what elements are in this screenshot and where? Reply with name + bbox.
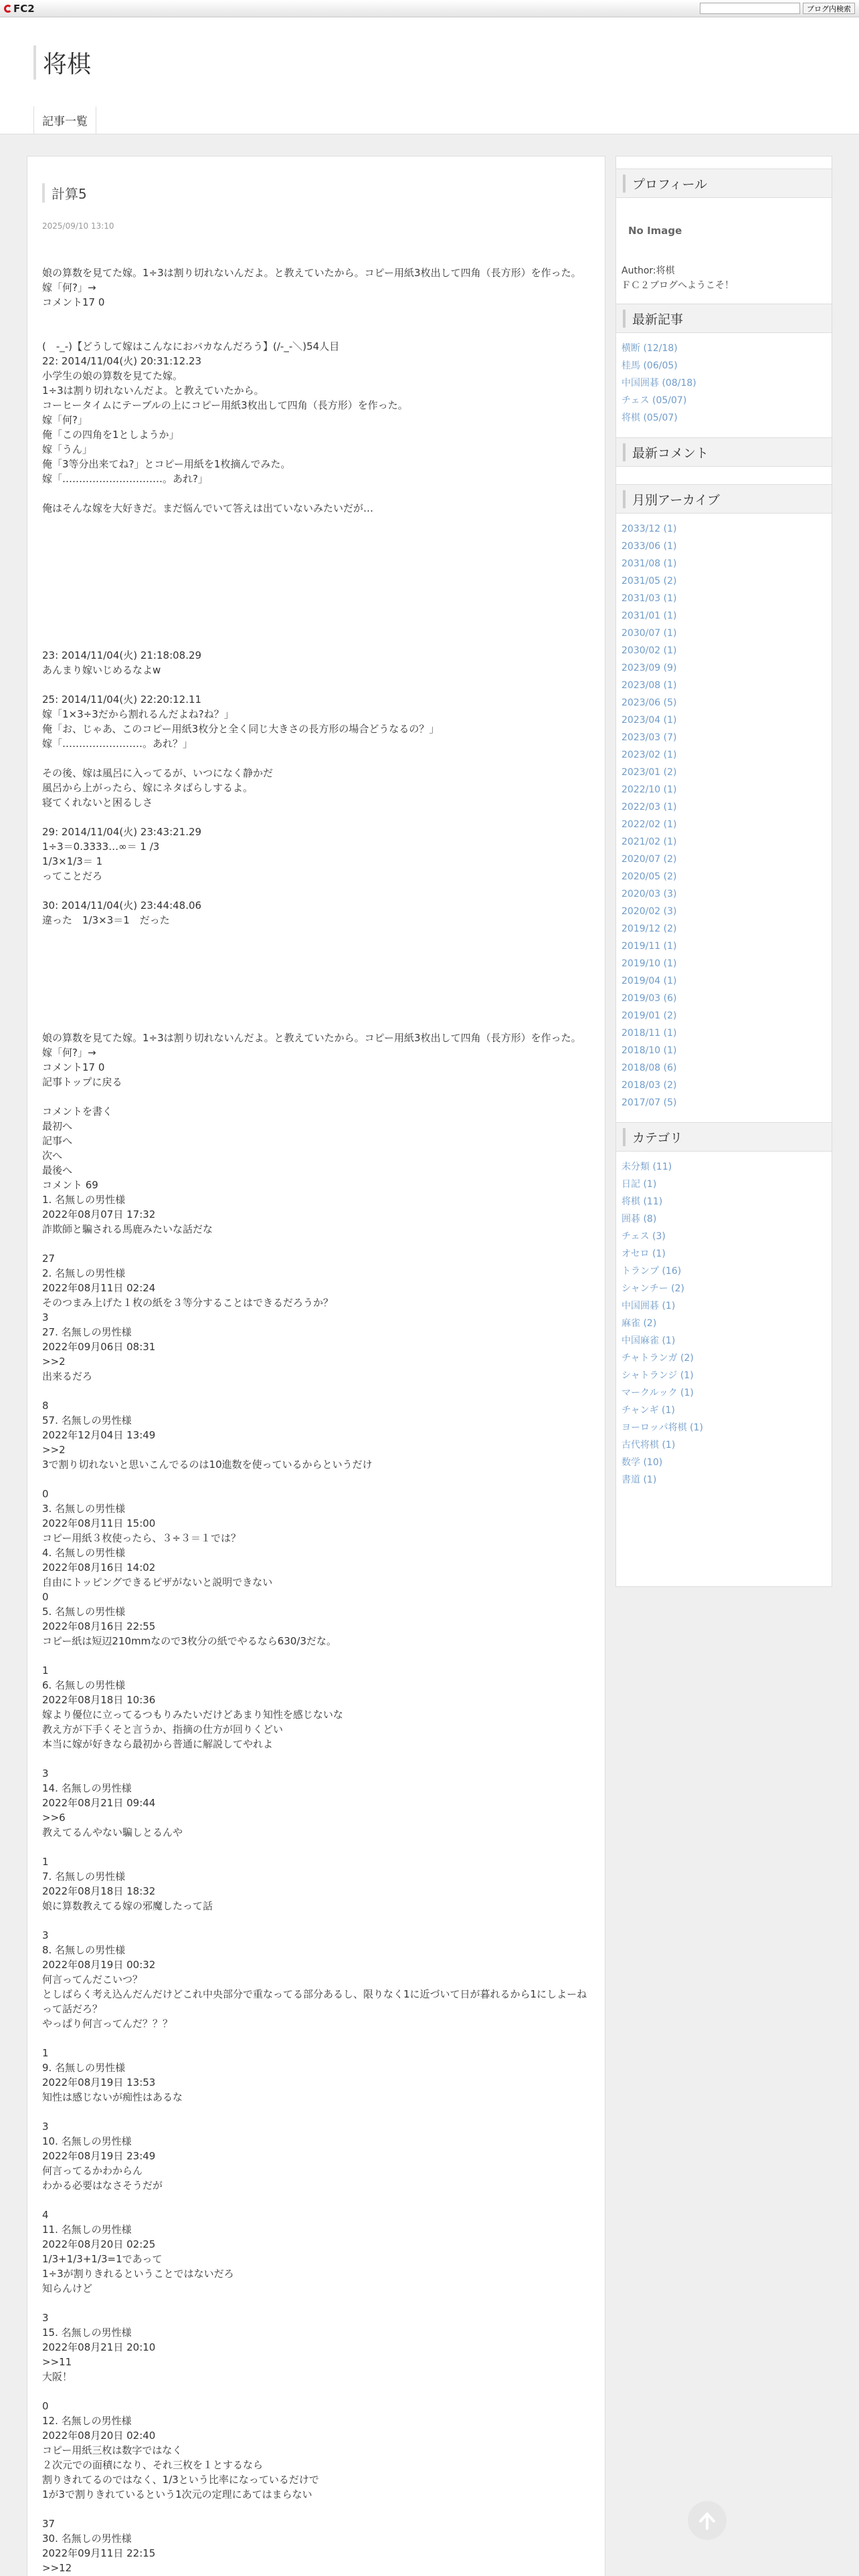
entry-line: >>2	[42, 1356, 66, 1368]
entry-line: 次へ	[42, 1150, 63, 1162]
entry-line: 嫁「1×3÷3だから割れるんだよね?ね？」	[42, 708, 234, 720]
entry-line: わかる必要はなさそうだが	[42, 2179, 163, 2191]
entry-line	[42, 1089, 590, 1104]
entry-line: 2022年09月06日 08:31	[42, 1341, 156, 1353]
entry-line: >>2	[42, 1444, 66, 1456]
entry-line: ( -_-)【どうして嫁はこんなにおバカなんだろう】(/-_-＼)54人目	[42, 340, 340, 352]
entry-line: 2022年08月11日 15:00	[42, 1517, 156, 1529]
entry-line: 出来るだろ	[42, 1370, 93, 1382]
entry-line	[42, 2502, 590, 2516]
entry-line: 2022年08月19日 00:32	[42, 1959, 156, 1971]
entry-line	[42, 928, 590, 942]
entry-line: 10. 名無しの男性様	[42, 2135, 132, 2147]
entry-line	[42, 986, 590, 1001]
entry-line: 27	[42, 1253, 56, 1265]
entry-line	[42, 883, 590, 898]
archive-item[interactable]: 2023/06 (5)	[622, 697, 677, 708]
entry-line: 0	[42, 2400, 49, 2412]
entry-line: 記事トップに戻る	[42, 1076, 122, 1088]
entry-line	[42, 2105, 590, 2119]
category-item[interactable]: ヨーロッパ将棋 (1)	[622, 1422, 704, 1433]
entry-line: 2022年08月19日 13:53	[42, 2076, 156, 2088]
archive-item[interactable]: 2019/12 (2)	[622, 924, 677, 934]
archive-item[interactable]: 2031/05 (2)	[622, 576, 677, 586]
entry-line: コメント 69	[42, 1179, 98, 1191]
entry-line	[42, 2296, 590, 2311]
entry-line: 30. 名無しの男性様	[42, 2533, 132, 2545]
arrow-up-icon	[697, 2510, 717, 2531]
profile-heading: プロフィール	[616, 169, 832, 198]
entry-line: 3	[42, 1311, 49, 1323]
entry-line: 2022年08月16日 14:02	[42, 1562, 156, 1574]
entry-line: 何言ってんだこいつ？	[42, 1973, 143, 1985]
entry-line: コメント17 0	[42, 1061, 105, 1073]
blog-search	[700, 3, 855, 14]
category-heading: カテゴリ	[616, 1122, 832, 1152]
entry-date: 2025/09/10 13:10	[42, 221, 114, 231]
sidebar	[615, 156, 832, 1587]
recent-item[interactable]: 横断 (12/18)	[622, 343, 678, 354]
archive-item[interactable]: 2018/08 (6)	[622, 1063, 677, 1073]
entry-line	[42, 324, 590, 339]
entry-line: 9. 名無しの男性様	[42, 2062, 126, 2074]
entry-line: 1が3で割りきれているという1次元の定理にあてはまらない	[42, 2488, 312, 2500]
entry-line	[42, 619, 590, 633]
comments-heading: 最新コメント	[616, 437, 832, 467]
entry-line: 自由にトッピングできるピザがないと説明できない	[42, 1576, 273, 1588]
archive-item[interactable]: 2019/10 (1)	[622, 958, 677, 969]
entry-line: 違った 1/3×3＝1 だった	[42, 914, 170, 926]
archive-list	[616, 514, 832, 1122]
profile-section	[616, 198, 832, 304]
entry-line: 嫁「うん」	[42, 443, 93, 455]
entry-line: 57. 名無しの男性様	[42, 1414, 132, 1426]
archive-item[interactable]: 2030/02 (1)	[622, 645, 677, 656]
entry-line	[42, 677, 590, 692]
entry-line: 37	[42, 2518, 56, 2530]
entry-line: やっぱり何言ってんだ？？？	[42, 2018, 173, 2030]
entry-main	[27, 156, 605, 2576]
archive-item[interactable]: 2019/03 (6)	[622, 993, 677, 1004]
entry-line: 俺はそんな嫁を大好きだ。まだ悩んでいて答えは出ていないみたいだが…	[42, 502, 374, 514]
entry-line: >>12	[42, 2562, 72, 2574]
category-item[interactable]: 将棋 (11)	[622, 1196, 663, 1207]
entry-line	[42, 810, 590, 825]
entry-line: 8. 名無しの男性様	[42, 1944, 126, 1956]
entry-line: 15. 名無しの男性様	[42, 2327, 132, 2339]
entry-line	[42, 516, 590, 530]
category-item[interactable]: マークルック (1)	[622, 1388, 694, 1398]
entry-line: コーヒータイムにテーブルの上にコピー用紙3枚出して四角（長方形）を作った。	[42, 399, 408, 411]
category-item[interactable]: 日記 (1)	[622, 1179, 657, 1190]
entry-line: 30: 2014/11/04(火) 23:44:48.06	[42, 899, 202, 911]
category-list	[616, 1152, 832, 1499]
entry-line: 娘の算数を見てた嫁。1÷3は割り切れないんだよ。と教えていたから。コピー用紙3枚出して四角（長方形）を作った。嫁「何?」→	[42, 1032, 581, 1059]
entry-line: 娘に算数教えてる嫁の邪魔したって話	[42, 1900, 213, 1912]
archive-item[interactable]: 2018/11 (1)	[622, 1028, 677, 1039]
archive-item[interactable]: 2023/04 (1)	[622, 715, 677, 726]
entry-line: ってことだろ	[42, 870, 103, 882]
entry-title[interactable]: 計算5	[42, 183, 590, 203]
entry-line	[42, 972, 590, 986]
fc2-topbar	[0, 0, 859, 17]
entry-line: 8	[42, 1400, 49, 1412]
profile-author: Author:将棋	[622, 265, 675, 276]
entry-line	[42, 1751, 590, 1766]
category-item[interactable]: オセロ (1)	[622, 1249, 666, 1259]
entry-line: 2022年09月11日 22:15	[42, 2547, 156, 2559]
category-item[interactable]: 麻雀 (2)	[622, 1318, 657, 1329]
recent-item[interactable]: 将棋 (05/07)	[622, 413, 678, 423]
entry-line: 嫁「……………………。あれ？」	[42, 738, 193, 750]
entry-line: としばらく考え込んだんだけどこれ中央部分で重なってる部分あるし、限りなく1に近づいて日が暮れるから1にしよーねって話だろ？	[42, 1988, 587, 2015]
entry-line: 俺「3等分出来てね?」とコピー用紙を1枚摘んでみた。	[42, 458, 291, 470]
entry-line	[42, 1237, 590, 1251]
recent-item[interactable]: 桂馬 (06/05)	[622, 360, 678, 371]
entry-line	[42, 1001, 590, 1016]
fc2-logo[interactable]: FC2	[4, 3, 35, 15]
entry-line: >>11	[42, 2356, 72, 2368]
entry-line	[42, 1840, 590, 1854]
entry-line: 3で割り切れないと思いこんでるのは10進数を使っているからというだけ	[42, 1459, 373, 1471]
entry-line: 2022年08月18日 10:36	[42, 1694, 156, 1706]
entry-line: 6. 名無しの男性様	[42, 1679, 126, 1691]
archive-item[interactable]: 2018/10 (1)	[622, 1045, 677, 1056]
entry-line: 4	[42, 2209, 49, 2221]
entry-line: 2022年08月11日 02:24	[42, 1282, 156, 1294]
entry-line: 2022年08月21日 20:10	[42, 2341, 156, 2353]
entry-line: 知性は感じないが痴性はあるな	[42, 2091, 183, 2103]
entry-line: 2. 名無しの男性様	[42, 1267, 126, 1279]
archive-item[interactable]: 2019/11 (1)	[622, 941, 677, 952]
entry-line: 2022年08月16日 22:55	[42, 1620, 156, 1632]
category-item[interactable]: チェス (3)	[622, 1231, 666, 1242]
archive-item[interactable]: 2020/02 (3)	[622, 906, 677, 917]
entry-line: 12. 名無しの男性様	[42, 2415, 132, 2427]
entry-line: 5. 名無しの男性様	[42, 1606, 126, 1618]
entry-line: 1. 名無しの男性様	[42, 1194, 126, 1206]
entry-line: 2022年08月07日 17:32	[42, 1208, 156, 1220]
entry-line: 小学生の娘の算数を見てた嫁。	[42, 370, 183, 382]
archive-item[interactable]: 2031/03 (1)	[622, 593, 677, 604]
entry-line: コメント17 0	[42, 296, 105, 308]
archive-item[interactable]: 2020/07 (2)	[622, 854, 677, 865]
archive-item[interactable]: 2022/03 (1)	[622, 802, 677, 813]
archive-item[interactable]: 2017/07 (5)	[622, 1097, 677, 1108]
entry-line	[42, 1913, 590, 1928]
entry-line: 1÷3＝0.3333…∞＝ 1 /3	[42, 841, 160, 853]
archive-item[interactable]: 2033/06 (1)	[622, 541, 677, 552]
entry-line: 2022年08月18日 18:32	[42, 1885, 156, 1897]
entry-line: 22: 2014/11/04(火) 20:31:12.23	[42, 355, 202, 367]
category-item[interactable]: シャトランジ (1)	[622, 1370, 694, 1381]
entry-line: 3	[42, 2312, 49, 2324]
entry-line: 大阪！	[42, 2371, 73, 2383]
entry-line: 7. 名無しの男性様	[42, 1870, 126, 1883]
entry-line	[42, 2384, 590, 2399]
category-item[interactable]: トランプ (16)	[622, 1266, 682, 1277]
entry-line: 本当に嫁が好きなら最初から普通に解説してやれよ	[42, 1738, 274, 1750]
entry-line	[42, 1472, 590, 1487]
entry-line: 25: 2014/11/04(火) 22:20:12.11	[42, 693, 202, 706]
entry-line: 寝てくれないと困るしさ	[42, 796, 153, 809]
entry-line	[42, 1648, 590, 1663]
entry-line: 4. 名無しの男性様	[42, 1547, 126, 1559]
entry-line	[42, 1016, 590, 1031]
archive-item[interactable]: 2033/12 (1)	[622, 524, 677, 534]
category-item[interactable]: シャンチー (2)	[622, 1283, 685, 1294]
archive-item[interactable]: 2022/02 (1)	[622, 819, 677, 830]
entry-line: 3	[42, 1929, 49, 1941]
entry-line: 嫁「何?」	[42, 414, 88, 426]
archive-item[interactable]: 2021/02 (1)	[622, 837, 677, 847]
entry-line	[42, 942, 590, 957]
entry-line: 1÷3は割り切れないんだよ。と教えていたから。	[42, 385, 264, 397]
entry-line: 詐欺師と騙される馬鹿みたいな話だな	[42, 1223, 213, 1235]
archive-item[interactable]: 2030/07 (1)	[622, 628, 677, 639]
fc2-logo-icon	[4, 5, 12, 13]
nav-item[interactable]: 記事一覧	[33, 106, 96, 134]
recent-item[interactable]: チェス (05/07)	[622, 395, 687, 406]
entry-line: 嫁より優位に立ってるつもりみたいだけどあまり知性を感じないな	[42, 1709, 343, 1721]
entry-line: 1÷3が割りきれるということではないだろ	[42, 2268, 234, 2280]
entry-line: 1	[42, 1665, 49, 1677]
entry-line	[42, 751, 590, 766]
archive-item[interactable]: 2018/03 (2)	[622, 1080, 677, 1091]
entry-line: 29: 2014/11/04(火) 23:43:21.29	[42, 826, 202, 838]
entry-line: 教え方が下手くそと言うか、指摘の仕方が回りくどい	[42, 1723, 284, 1735]
entry-line: 俺「この四角を1としようか」	[42, 429, 179, 441]
entry-line: 教えてるんやない騙しとるんや	[42, 1826, 183, 1838]
entry-line: 割りきれてるのではなく、1/3という比率になっているだけで	[42, 2474, 319, 2486]
entry-body	[42, 265, 590, 2575]
entry-line: 2022年08月21日 09:44	[42, 1797, 156, 1809]
archive-item[interactable]: 2023/09 (9)	[622, 663, 677, 673]
gotop-button[interactable]	[688, 2501, 727, 2540]
entry-line: 最後へ	[42, 1164, 73, 1176]
recent-list	[616, 333, 832, 437]
entry-line	[42, 2031, 590, 2046]
entry-line: 1/3+1/3+1/3=1であって	[42, 2253, 163, 2265]
category-item[interactable]: 囲碁 (8)	[622, 1214, 657, 1224]
entry-line: 3	[42, 2121, 49, 2133]
entry-line: 俺「お、じゃあ、このコピー用紙3枚分と全く同じ大きさの長方形の場合どうなるの？」	[42, 723, 440, 735]
category-item[interactable]: 中国麻雀 (1)	[622, 1335, 676, 1346]
entry-line	[42, 957, 590, 972]
entry-line	[42, 560, 590, 574]
entry-line: 1/3×1/3＝ 1	[42, 855, 103, 867]
entry-line: 1	[42, 1856, 49, 1868]
entry-line	[42, 574, 590, 589]
entry-line: 2022年12月04日 13:49	[42, 1429, 156, 1441]
category-item[interactable]: 未分類 (11)	[622, 1162, 672, 1172]
archive-item[interactable]: 2019/04 (1)	[622, 976, 677, 986]
entry-line: そのつまみ上げた１枚の紙を３等分することはできるだろうか？	[42, 1297, 334, 1309]
entry-line: 嫁「…………………………。あれ?」	[42, 473, 208, 485]
recent-heading: 最新記事	[616, 304, 832, 333]
entry-line: ２次元での面積になり、それ三枚を１とするなら	[42, 2459, 264, 2471]
archive-item[interactable]: 2019/01 (2)	[622, 1010, 677, 1021]
archive-item[interactable]: 2031/08 (1)	[622, 558, 677, 569]
entry-line: 娘の算数を見てた嫁。1÷3は割り切れないんだよ。と教えていたから。コピー用紙3枚出して四角（長方形）を作った。嫁「何?」→	[42, 267, 581, 294]
entry-line: 2022年08月20日 02:40	[42, 2430, 156, 2442]
entry-line: 23: 2014/11/04(火) 21:18:08.29	[42, 649, 202, 661]
comments-section	[616, 467, 832, 484]
archive-item[interactable]: 2031/01 (1)	[622, 611, 677, 621]
recent-item[interactable]: 中国囲碁 (08/18)	[622, 378, 696, 389]
entry-line: 3	[42, 1767, 49, 1780]
profile-avatar: No Image	[628, 225, 682, 237]
archive-item[interactable]: 2020/03 (3)	[622, 889, 677, 899]
entry-line: 0	[42, 1591, 49, 1603]
archive-item[interactable]: 2022/10 (1)	[622, 784, 677, 795]
archive-item[interactable]: 2020/05 (2)	[622, 871, 677, 882]
entry-line: 14. 名無しの男性様	[42, 1782, 132, 1794]
entry-line	[42, 530, 590, 545]
blog-header	[0, 17, 859, 134]
entry-line	[42, 1384, 590, 1398]
entry-line: 3. 名無しの男性様	[42, 1503, 126, 1515]
archive-item[interactable]: 2023/02 (1)	[622, 750, 677, 760]
archive-item[interactable]: 2023/01 (2)	[622, 767, 677, 778]
entry-line: あんまり嫁いじめるなよw	[42, 664, 161, 676]
entry-line: 27. 名無しの男性様	[42, 1326, 132, 1338]
archive-item[interactable]: 2023/08 (1)	[622, 680, 677, 691]
entry-line: 1	[42, 2047, 49, 2059]
category-item[interactable]: チャンギ (1)	[622, 1405, 675, 1416]
category-item[interactable]: 数学 (10)	[622, 1457, 663, 1468]
archive-heading: 月別アーカイブ	[616, 484, 832, 514]
entry-line: その後、嫁は風呂に入ってるが、いつになく静かだ	[42, 767, 274, 779]
entry-line	[42, 2193, 590, 2208]
entry-line: コピー用紙三枚は数字ではなく	[42, 2444, 183, 2456]
entry-line: 何言ってるかわからん	[42, 2165, 143, 2177]
category-item[interactable]: 書道 (1)	[622, 1475, 657, 1485]
entry-line	[42, 486, 590, 501]
entry-line: 11. 名無しの男性様	[42, 2224, 132, 2236]
entry-line: >>6	[42, 1812, 66, 1824]
blog-search-button[interactable]: ブログ内検索	[803, 3, 855, 14]
entry-line: コピー用紙３枚使ったら、３÷３＝１では？	[42, 1532, 241, 1544]
entry-line: 最初へ	[42, 1120, 73, 1132]
entry-line	[42, 633, 590, 648]
entry-line: 風呂から上がったら、嫁にネタばらしするよ。	[42, 782, 254, 794]
entry-line	[42, 604, 590, 619]
entry-line: 0	[42, 1488, 49, 1500]
entry-line	[42, 589, 590, 604]
category-item[interactable]: チャトランガ (2)	[622, 1353, 694, 1364]
entry-line: 記事へ	[42, 1135, 73, 1147]
category-item[interactable]: 古代将棋 (1)	[622, 1440, 676, 1451]
blog-nav	[33, 106, 96, 134]
profile-text: ＦＣ２ブログへようこそ！	[622, 280, 734, 291]
entry-line: 2022年08月19日 23:49	[42, 2150, 156, 2162]
entry-line	[42, 545, 590, 560]
entry-line: コピー紙は短辺210mmなので3枚分の紙でやるなら630/3だな。	[42, 1635, 337, 1647]
blog-search-input[interactable]	[700, 3, 800, 14]
entry-line: 2022年08月20日 02:25	[42, 2238, 156, 2250]
entry-line: 知らんけど	[42, 2282, 93, 2294]
archive-item[interactable]: 2023/03 (7)	[622, 732, 677, 743]
blog-title[interactable]: 将棋	[33, 45, 91, 80]
category-item[interactable]: 中国囲碁 (1)	[622, 1301, 676, 1311]
entry-line	[42, 310, 590, 324]
entry-line: コメントを書く	[42, 1105, 113, 1117]
